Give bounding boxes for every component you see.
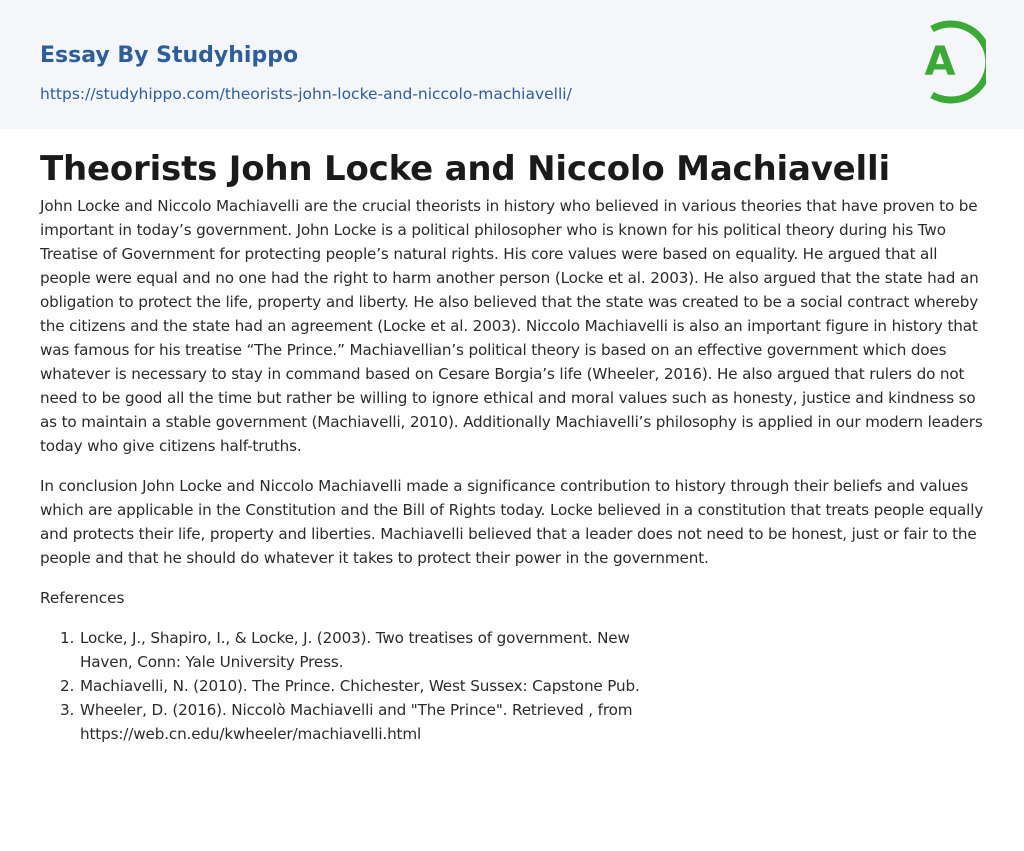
reference-number: 2.: [60, 677, 75, 695]
reference-number: 3.: [60, 701, 75, 719]
source-url-link[interactable]: https://studyhippo.com/theorists-john-locke-and-niccolo-machiavelli/: [40, 85, 572, 103]
studyhippo-logo-icon[interactable]: [912, 18, 986, 106]
reference-text: Locke, J., Shapiro, I., & Locke, J. (2003). Two treatises of government. New Haven, Conn: Yale University Press.: [80, 629, 630, 671]
references-list: [40, 626, 680, 746]
reference-text: Wheeler, D. (2016). Niccolò Machiavelli and "The Prince". Retrieved , from https://web.cn.edu/kwheeler/machiavelli.html: [80, 701, 633, 743]
brand-title[interactable]: Essay By Studyhippo: [40, 43, 299, 68]
site-header: [0, 0, 1024, 129]
article-body: [40, 148, 986, 746]
reference-text: Machiavelli, N. (2010). The Prince. Chichester, West Sussex: Capstone Pub.: [80, 677, 640, 695]
logo-letter: A: [924, 39, 956, 85]
reference-item: [40, 626, 680, 674]
paragraph-conclusion: In conclusion John Locke and Niccolo Machiavelli made a significance contribution to history through their beliefs and values which are applicable in the Constitution and the Bill of Rights today. Locke believed in a constitution that treats people equally and protects their life, property and liberties. Machiavelli believed that a leader does not need to be honest, just or fair to the people and that he should do whatever it takes to protect their power in the government.: [40, 477, 984, 567]
reference-number: 1.: [60, 629, 75, 647]
paragraph-intro: John Locke and Niccolo Machiavelli are the crucial theorists in history who believed in various theories that have proven to be important in today’s government. John Locke is a political philosopher who is known for his political theory during his Two Treatise of Government for protecting people’s natural rights. His core values were based on equality. He argued that all people were equal and no one had the right to harm another person (Locke et al. 2003). He also argued that the state had an obligation to protect the life, property and liberty. He also believed that the state was created to be a social contract whereby the citizens and the state had an agreement (Locke et al. 2003). Niccolo Machiavelli is also an important figure in history that was famous for his treatise “The Prince.” Machiavellian’s political theory is based on an effective government which does whatever is necessary to stay in command based on Cesare Borgia’s life (Wheeler, 2016). He also argued that rulers do not need to be good all the time but rather be willing to ignore ethical and moral values such as honesty, justice and kindness so as to maintain a stable government (Machiavelli, 2010). Additionally Machiavelli’s philosophy is applied in our modern leaders today who give citizens half-truths.: [40, 197, 983, 455]
page-title: Theorists John Locke and Niccolo Machiavelli: [40, 149, 890, 189]
references-heading: References: [40, 589, 125, 607]
reference-item: [40, 698, 680, 746]
reference-item: [40, 674, 680, 698]
